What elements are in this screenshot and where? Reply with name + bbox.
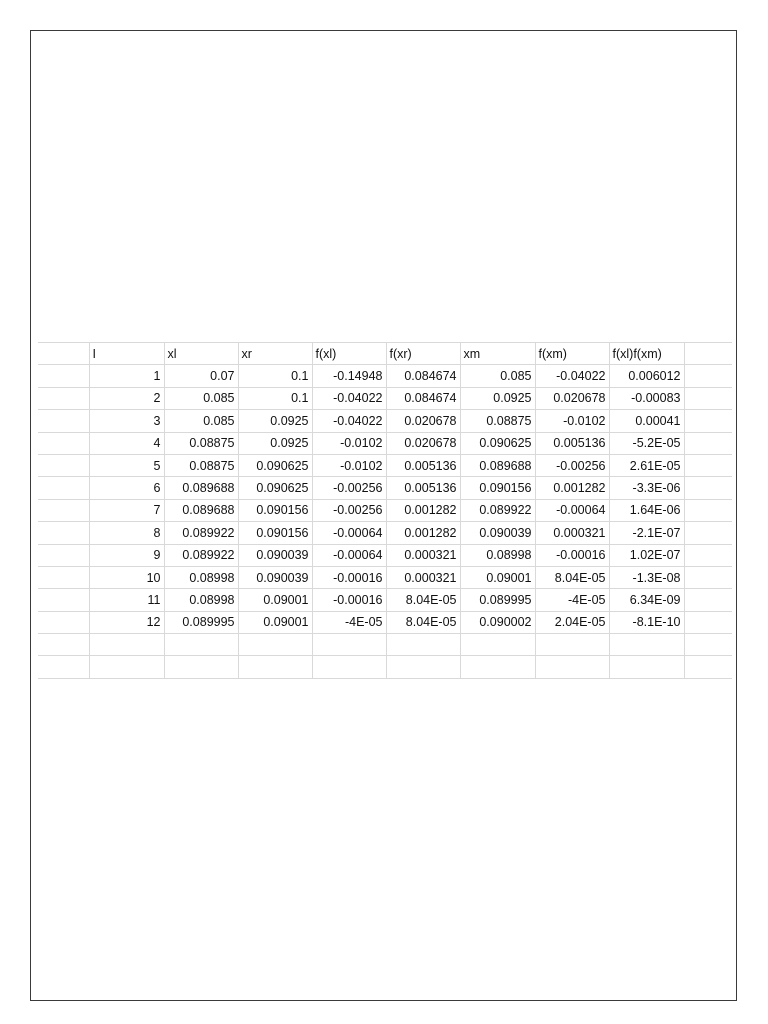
blank-cell — [460, 634, 535, 656]
table-row — [38, 611, 732, 633]
table-cell: 0.08998 — [164, 566, 238, 588]
table-cell: 0.089995 — [164, 611, 238, 633]
table-cell: 0.020678 — [386, 410, 460, 432]
blank-cell — [38, 387, 89, 409]
blank-cell — [684, 656, 732, 678]
blank-cell — [38, 365, 89, 387]
table-cell: 0.089922 — [460, 499, 535, 521]
table-cell: 0.089922 — [164, 544, 238, 566]
blank-cell — [386, 634, 460, 656]
column-header: I — [89, 343, 164, 365]
table-row — [38, 365, 732, 387]
table-cell: 0.08998 — [460, 544, 535, 566]
blank-cell — [684, 522, 732, 544]
table-row — [38, 499, 732, 521]
table-cell: 0.090039 — [238, 566, 312, 588]
blank-cell — [38, 343, 89, 365]
table-row — [38, 432, 732, 454]
table-cell: 0.090625 — [238, 454, 312, 476]
table-cell: 0.006012 — [609, 365, 684, 387]
table-cell: -2.1E-07 — [609, 522, 684, 544]
table-cell: 0.0925 — [238, 432, 312, 454]
column-header: f(xr) — [386, 343, 460, 365]
table-cell: 0.085 — [164, 387, 238, 409]
table-cell: 0.001282 — [535, 477, 609, 499]
table-cell: 0.001282 — [386, 499, 460, 521]
table-cell: -1.3E-08 — [609, 566, 684, 588]
column-header: f(xl)f(xm) — [609, 343, 684, 365]
blank-cell — [312, 634, 386, 656]
table-cell: 0.090625 — [460, 432, 535, 454]
table-row — [38, 544, 732, 566]
column-header: f(xm) — [535, 343, 609, 365]
empty-row — [38, 634, 732, 656]
blank-cell — [684, 477, 732, 499]
table-cell: 8.04E-05 — [386, 611, 460, 633]
table-cell: 0.090625 — [238, 477, 312, 499]
blank-cell — [38, 477, 89, 499]
table-cell: 0.090156 — [460, 477, 535, 499]
table-cell: 1.64E-06 — [609, 499, 684, 521]
blank-cell — [38, 544, 89, 566]
table-cell: 8.04E-05 — [386, 589, 460, 611]
blank-cell — [684, 432, 732, 454]
table-cell: 0.085 — [460, 365, 535, 387]
table-cell: -8.1E-10 — [609, 611, 684, 633]
table-cell: 2.04E-05 — [535, 611, 609, 633]
table-cell: 0.005136 — [535, 432, 609, 454]
table-cell: 11 — [89, 589, 164, 611]
table-cell: 6 — [89, 477, 164, 499]
blank-cell — [164, 634, 238, 656]
blank-cell — [38, 499, 89, 521]
table-cell: -0.00256 — [312, 499, 386, 521]
table-row — [38, 477, 732, 499]
table-cell: -0.00256 — [535, 454, 609, 476]
blank-cell — [609, 656, 684, 678]
blank-cell — [684, 499, 732, 521]
table-cell: 3 — [89, 410, 164, 432]
table-cell: 0.1 — [238, 387, 312, 409]
blank-cell — [38, 566, 89, 588]
table-cell: 0.09001 — [238, 611, 312, 633]
table-cell: 0.090002 — [460, 611, 535, 633]
table-cell: 1 — [89, 365, 164, 387]
table-cell: -4E-05 — [535, 589, 609, 611]
table-cell: 5 — [89, 454, 164, 476]
table-cell: 0.08875 — [164, 432, 238, 454]
table-cell: 2 — [89, 387, 164, 409]
table-cell: 10 — [89, 566, 164, 588]
table-cell: -0.00064 — [535, 499, 609, 521]
table-cell: 6.34E-09 — [609, 589, 684, 611]
table-cell: 0.09001 — [460, 566, 535, 588]
blank-cell — [238, 656, 312, 678]
blank-cell — [460, 656, 535, 678]
blank-cell — [535, 634, 609, 656]
table-cell: -0.00064 — [312, 544, 386, 566]
table-cell: -0.00064 — [312, 522, 386, 544]
table-cell: 12 — [89, 611, 164, 633]
column-header: xm — [460, 343, 535, 365]
blank-cell — [164, 656, 238, 678]
table-cell: 0.005136 — [386, 477, 460, 499]
table-cell: 0.09001 — [238, 589, 312, 611]
table-cell: 0.084674 — [386, 365, 460, 387]
table-cell: 0.00041 — [609, 410, 684, 432]
table-cell: 0.089688 — [460, 454, 535, 476]
table-cell: -3.3E-06 — [609, 477, 684, 499]
blank-cell — [684, 454, 732, 476]
blank-cell — [38, 634, 89, 656]
blank-cell — [38, 522, 89, 544]
table-cell: 0.005136 — [386, 454, 460, 476]
table-cell: 0.090156 — [238, 522, 312, 544]
table-row — [38, 522, 732, 544]
table-cell: -0.0102 — [312, 432, 386, 454]
table-row — [38, 454, 732, 476]
table-cell: 0.085 — [164, 410, 238, 432]
blank-cell — [684, 566, 732, 588]
table-cell: 0.0925 — [238, 410, 312, 432]
blank-cell — [38, 611, 89, 633]
table-cell: 0.000321 — [386, 566, 460, 588]
empty-row — [38, 656, 732, 678]
bisection-table — [38, 342, 732, 679]
table-cell: 0.089688 — [164, 499, 238, 521]
table-row — [38, 566, 732, 588]
table-cell: -0.00016 — [312, 566, 386, 588]
blank-cell — [684, 634, 732, 656]
blank-cell — [89, 656, 164, 678]
table-cell: 0.000321 — [386, 544, 460, 566]
table-cell: -5.2E-05 — [609, 432, 684, 454]
blank-cell — [38, 432, 89, 454]
blank-cell — [684, 387, 732, 409]
blank-cell — [38, 454, 89, 476]
blank-cell — [38, 410, 89, 432]
table-cell: 1.02E-07 — [609, 544, 684, 566]
table-cell: 8 — [89, 522, 164, 544]
table-cell: 0.08875 — [164, 454, 238, 476]
header-row — [38, 343, 732, 365]
table-cell: 0.08998 — [164, 589, 238, 611]
table-cell: 0.020678 — [535, 387, 609, 409]
table-cell: -0.04022 — [312, 387, 386, 409]
blank-cell — [609, 634, 684, 656]
table-cell: 0.090039 — [460, 522, 535, 544]
blank-cell — [684, 410, 732, 432]
blank-cell — [386, 656, 460, 678]
blank-cell — [684, 343, 732, 365]
table-cell: -0.00256 — [312, 477, 386, 499]
table-cell: 0.1 — [238, 365, 312, 387]
table-cell: 0.08875 — [460, 410, 535, 432]
table-cell: -0.0102 — [535, 410, 609, 432]
table-cell: 4 — [89, 432, 164, 454]
table-cell: 0.084674 — [386, 387, 460, 409]
column-header: xl — [164, 343, 238, 365]
table-row — [38, 589, 732, 611]
column-header: f(xl) — [312, 343, 386, 365]
blank-cell — [38, 656, 89, 678]
table-cell: 0.020678 — [386, 432, 460, 454]
blank-cell — [38, 589, 89, 611]
blank-cell — [312, 656, 386, 678]
table-cell: 0.090039 — [238, 544, 312, 566]
table-cell: -0.04022 — [312, 410, 386, 432]
table-cell: -4E-05 — [312, 611, 386, 633]
table-cell: 8.04E-05 — [535, 566, 609, 588]
table-row — [38, 410, 732, 432]
column-header: xr — [238, 343, 312, 365]
table-cell: -0.04022 — [535, 365, 609, 387]
table-cell: 0.001282 — [386, 522, 460, 544]
blank-cell — [684, 544, 732, 566]
table-cell: 0.089922 — [164, 522, 238, 544]
blank-cell — [684, 365, 732, 387]
table-cell: 0.089995 — [460, 589, 535, 611]
table-cell: 0.000321 — [535, 522, 609, 544]
table-cell: 7 — [89, 499, 164, 521]
table-cell: -0.00016 — [535, 544, 609, 566]
blank-cell — [238, 634, 312, 656]
table-cell: 9 — [89, 544, 164, 566]
table-cell: -0.14948 — [312, 365, 386, 387]
table-row — [38, 387, 732, 409]
table-cell: 0.090156 — [238, 499, 312, 521]
table-cell: -0.0102 — [312, 454, 386, 476]
table-cell: -0.00016 — [312, 589, 386, 611]
table-cell: 0.0925 — [460, 387, 535, 409]
blank-cell — [684, 589, 732, 611]
blank-cell — [535, 656, 609, 678]
table-cell: 0.07 — [164, 365, 238, 387]
table-cell: -0.00083 — [609, 387, 684, 409]
blank-cell — [89, 634, 164, 656]
table-cell: 0.089688 — [164, 477, 238, 499]
blank-cell — [684, 611, 732, 633]
table-cell: 2.61E-05 — [609, 454, 684, 476]
